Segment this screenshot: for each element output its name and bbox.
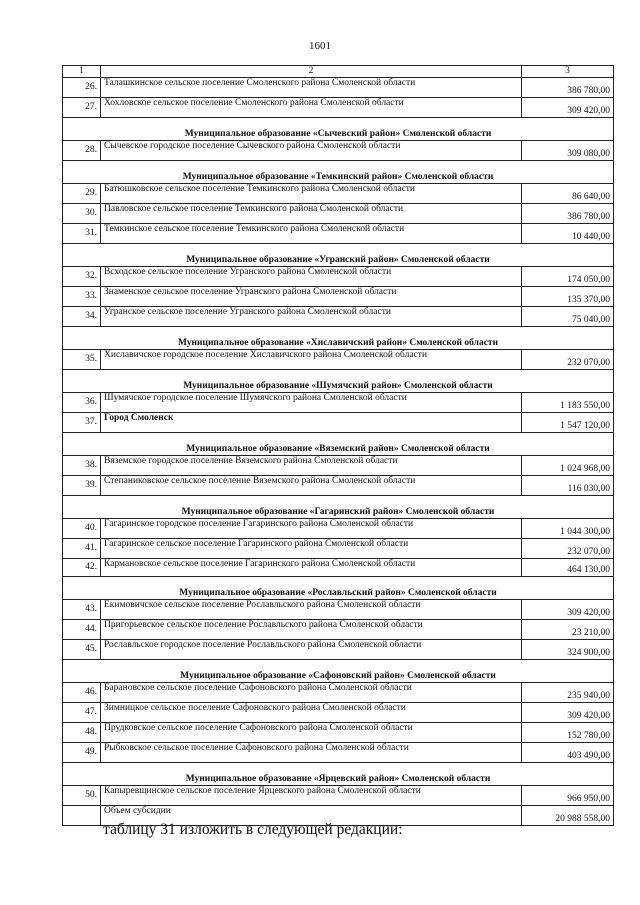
settlement-name: Объем субсидии bbox=[101, 806, 522, 826]
settlement-name: Рославльское городское поселение Рославльского района Смоленской области bbox=[101, 640, 522, 660]
settlement-name: Прудковское сельское поселение Сафоновского района Смоленской области bbox=[101, 723, 522, 743]
row-number: 30. bbox=[63, 204, 101, 224]
row-number: 33. bbox=[63, 287, 101, 307]
row-number: 41. bbox=[63, 539, 101, 559]
settlement-name: Всходское сельское поселение Угранского района Смоленской области bbox=[101, 267, 522, 287]
settlement-name: Вяземское городское поселение Вяземского района Смоленской области bbox=[101, 456, 522, 476]
section-header-row bbox=[63, 577, 614, 600]
row-number: 40. bbox=[63, 519, 101, 539]
settlement-name: Рыбковское сельское поселение Сафоновского района Смоленской области bbox=[101, 743, 522, 763]
table-row bbox=[63, 683, 614, 703]
subsidy-amount: 23 210,00 bbox=[522, 620, 614, 640]
row-number: 36. bbox=[63, 393, 101, 413]
subsidy-amount: 386 780,00 bbox=[522, 204, 614, 224]
row-number: 31. bbox=[63, 224, 101, 244]
closing-text: таблицу 31 изложить в следующей редакции: bbox=[103, 821, 403, 838]
table-row bbox=[63, 703, 614, 723]
subsidy-amount: 1 547 120,00 bbox=[522, 413, 614, 433]
settlement-name: Хиславичское городское поселение Хиславичского района Смоленской области bbox=[101, 350, 522, 370]
section-header-row bbox=[63, 370, 614, 393]
subsidy-amount: 232 070,00 bbox=[522, 539, 614, 559]
subsidy-amount: 152 780,00 bbox=[522, 723, 614, 743]
section-header-row bbox=[63, 433, 614, 456]
settlement-name: Талашкинское сельское поселение Смоленского района Смоленской области bbox=[101, 78, 522, 98]
table-row bbox=[63, 98, 614, 118]
section-header-row bbox=[63, 660, 614, 683]
row-number: 32. bbox=[63, 267, 101, 287]
section-header-row bbox=[63, 763, 614, 786]
settlement-name: Капыревщинское сельское поселение Ярцевского района Смоленской области bbox=[101, 786, 522, 806]
settlement-name: Знаменское сельское поселение Угранского района Смоленской области bbox=[101, 287, 522, 307]
table-row bbox=[63, 559, 614, 577]
section-header-row bbox=[63, 118, 614, 141]
subsidy-amount: 135 370,00 bbox=[522, 287, 614, 307]
subsidy-amount: 324 900,00 bbox=[522, 640, 614, 660]
settlement-name: Город Смоленск bbox=[101, 413, 522, 433]
settlement-name: Екимовичское сельское поселение Рославльского района Смоленской области bbox=[101, 600, 522, 620]
table-row bbox=[63, 413, 614, 433]
table-header-row bbox=[63, 66, 614, 78]
table-row bbox=[63, 600, 614, 620]
subsidy-amount: 20 988 558,00 bbox=[522, 806, 614, 826]
row-number: 46. bbox=[63, 683, 101, 703]
table-row bbox=[63, 287, 614, 307]
subsidy-amount: 309 420,00 bbox=[522, 703, 614, 723]
section-title: Муниципальное образование «Сычевский район» Смоленской области bbox=[63, 118, 614, 141]
row-number: 39. bbox=[63, 476, 101, 496]
section-title: Муниципальное образование «Вяземский район» Смоленской области bbox=[63, 433, 614, 456]
table-row bbox=[63, 640, 614, 660]
row-number: 45. bbox=[63, 640, 101, 660]
subsidy-amount: 1 024 968,00 bbox=[522, 456, 614, 476]
settlement-name: Хохловское сельское поселение Смоленского района Смоленской области bbox=[101, 98, 522, 118]
settlement-name: Зимницкое сельское поселение Сафоновского района Смоленской области bbox=[101, 703, 522, 723]
subsidy-amount: 1 044 300,00 bbox=[522, 519, 614, 539]
table-row bbox=[63, 141, 614, 161]
row-number: 43. bbox=[63, 600, 101, 620]
table-row bbox=[63, 620, 614, 640]
table-row bbox=[63, 307, 614, 327]
settlement-name: Гагаринское городское поселение Гагаринского района Смоленской области bbox=[101, 519, 522, 539]
table-row bbox=[63, 723, 614, 743]
subsidy-amount: 116 030,00 bbox=[522, 476, 614, 496]
subsidy-amount: 309 420,00 bbox=[522, 600, 614, 620]
row-number: 26. bbox=[63, 78, 101, 98]
subsidy-amount: 309 080,00 bbox=[522, 141, 614, 161]
table-row bbox=[63, 224, 614, 244]
settlement-name: Гагаринское сельское поселение Гагаринского района Смоленской области bbox=[101, 539, 522, 559]
table-row bbox=[63, 476, 614, 496]
subsidy-table bbox=[62, 65, 614, 826]
row-number: 50. bbox=[63, 786, 101, 806]
settlement-name: Пригорьевское сельское поселение Рославльского района Смоленской области bbox=[101, 620, 522, 640]
section-title: Муниципальное образование «Рославльский район» Смоленской области bbox=[63, 577, 614, 600]
table-row bbox=[63, 456, 614, 476]
row-number: 28. bbox=[63, 141, 101, 161]
row-number: 44. bbox=[63, 620, 101, 640]
subsidy-amount: 309 420,00 bbox=[522, 98, 614, 118]
subsidy-amount: 403 490,00 bbox=[522, 743, 614, 763]
row-number bbox=[63, 806, 101, 826]
row-number: 47. bbox=[63, 703, 101, 723]
settlement-name: Павловское сельское поселение Темкинского района Смоленской области bbox=[101, 204, 522, 224]
section-title: Муниципальное образование «Хиславичский район» Смоленской области bbox=[63, 327, 614, 350]
row-number: 42. bbox=[63, 559, 101, 577]
table-row bbox=[63, 393, 614, 413]
table-row bbox=[63, 267, 614, 287]
section-title: Муниципальное образование «Угранский район» Смоленской области bbox=[63, 244, 614, 267]
subsidy-amount: 1 183 550,00 bbox=[522, 393, 614, 413]
column-header-name: 2 bbox=[101, 66, 522, 78]
subsidy-amount: 235 940,00 bbox=[522, 683, 614, 703]
subsidy-amount: 86 640,00 bbox=[522, 184, 614, 204]
settlement-name: Батюшковское сельское поселение Темкинского района Смоленской области bbox=[101, 184, 522, 204]
settlement-name: Темкинское сельское поселение Темкинского района Смоленской области bbox=[101, 224, 522, 244]
row-number: 27. bbox=[63, 98, 101, 118]
settlement-name: Степаниковское сельское поселение Вяземского района Смоленской области bbox=[101, 476, 522, 496]
row-number: 37. bbox=[63, 413, 101, 433]
table-row bbox=[63, 786, 614, 806]
table-row bbox=[63, 204, 614, 224]
settlement-name: Угранское сельское поселение Угранского района Смоленской области bbox=[101, 307, 522, 327]
section-header-row bbox=[63, 496, 614, 519]
settlement-name: Барановское сельское поселение Сафоновского района Смоленской области bbox=[101, 683, 522, 703]
section-title: Муниципальное образование «Ярцевский район» Смоленской области bbox=[63, 763, 614, 786]
subsidy-amount: 10 440,00 bbox=[522, 224, 614, 244]
subsidy-amount: 232 070,00 bbox=[522, 350, 614, 370]
subsidy-amount: 386 780,00 bbox=[522, 78, 614, 98]
table-row bbox=[63, 519, 614, 539]
table-row bbox=[63, 350, 614, 370]
subsidy-amount: 75 040,00 bbox=[522, 307, 614, 327]
section-header-row bbox=[63, 161, 614, 184]
table-row bbox=[63, 184, 614, 204]
settlement-name: Шумячское городское поселение Шумячского района Смоленской области bbox=[101, 393, 522, 413]
subsidy-amount: 464 130,00 bbox=[522, 559, 614, 577]
row-number: 35. bbox=[63, 350, 101, 370]
subsidy-table-body bbox=[63, 66, 614, 826]
row-number: 34. bbox=[63, 307, 101, 327]
column-header-amount: 3 bbox=[522, 66, 614, 78]
section-header-row bbox=[63, 244, 614, 267]
row-number: 38. bbox=[63, 456, 101, 476]
section-title: Муниципальное образование «Шумячский район» Смоленской области bbox=[63, 370, 614, 393]
section-title: Муниципальное образование «Гагаринский район» Смоленской области bbox=[63, 496, 614, 519]
row-number: 48. bbox=[63, 723, 101, 743]
subsidy-amount: 174 050,00 bbox=[522, 267, 614, 287]
subsidy-amount: 966 950,00 bbox=[522, 786, 614, 806]
table-row bbox=[63, 78, 614, 98]
table-row bbox=[63, 539, 614, 559]
settlement-name: Сычевское городское поселение Сычевского района Смоленской области bbox=[101, 141, 522, 161]
section-header-row bbox=[63, 327, 614, 350]
section-title: Муниципальное образование «Сафоновский район» Смоленской области bbox=[63, 660, 614, 683]
row-number: 29. bbox=[63, 184, 101, 204]
settlement-name: Кармановское сельское поселение Гагаринского района Смоленской области bbox=[101, 559, 522, 577]
section-title: Муниципальное образование «Темкинский район» Смоленской области bbox=[63, 161, 614, 184]
row-number: 49. bbox=[63, 743, 101, 763]
table-row bbox=[63, 743, 614, 763]
page-number: 1601 bbox=[309, 40, 331, 52]
column-header-number: 1 bbox=[63, 66, 101, 78]
